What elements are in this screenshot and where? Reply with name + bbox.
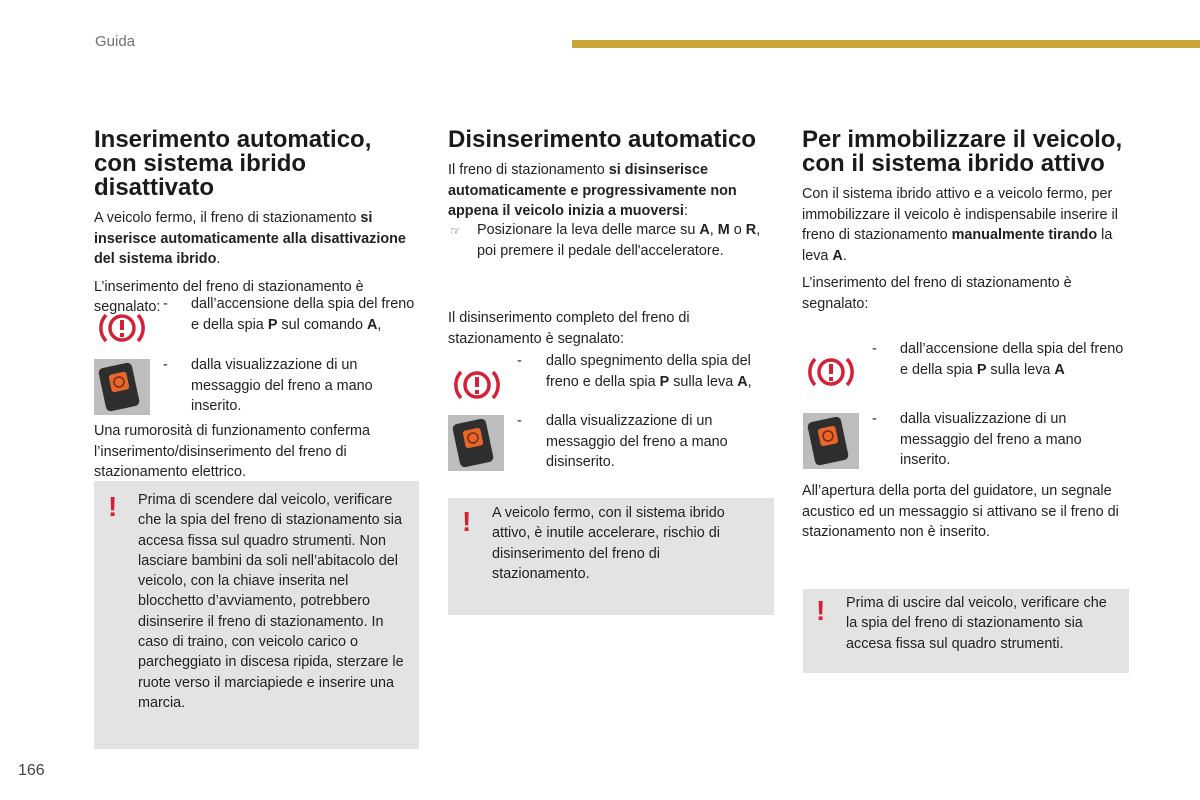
exclamation-icon: ! (108, 491, 118, 522)
signal-item-warning-lamp: dall’accensione della spia del freno e della spia P sulla leva A (900, 341, 1124, 378)
list-dash: - (872, 411, 877, 427)
section-title: Inserimento automatico, con sistema ibrido disattivato (94, 126, 372, 201)
column-automatic-engagement (94, 128, 424, 318)
section-label: Guida (95, 33, 136, 50)
list-dash: - (163, 296, 168, 312)
gear-instruction: Posizionare la leva delle marce su A, M o R, poi premere il pedale dell'acceleratore. (477, 222, 761, 259)
section-title: Per immobilizzare il veicolo, con il sistema ibrido attivo (802, 126, 1123, 177)
parking-brake-screen-icon (94, 359, 150, 415)
warning-note (94, 481, 419, 749)
section-title: Disinserimento automatico (448, 126, 757, 153)
door-open-paragraph: All’apertura della porta del guidatore, un segnale acustico ed un messaggio si attivano se il freno di stazionamento non è inserito. (802, 483, 1119, 540)
page-number: 166 (18, 762, 45, 779)
column-immobilize (802, 128, 1132, 314)
signal-item-message: dalla visualizzazione di un messaggio del freno a mano inserito. (191, 357, 373, 414)
signal-paragraph: L’inserimento del freno di stazionamento è segnalato: (94, 278, 364, 315)
noise-paragraph: Una rumorosità di funzionamento conferma l’inserimento/disinserimento del freno di stazionamento elettrico. (94, 423, 370, 480)
intro-paragraph: A veicolo fermo, il freno di stazionamento si inserisce automaticamente alla disattivazione del sistema ibrido. (94, 210, 406, 267)
signal-item-message: dalla visualizzazione di un messaggio del freno a mano disinserito. (546, 413, 728, 470)
parking-brake-screen-icon (448, 415, 504, 471)
list-dash: - (163, 357, 168, 373)
signal-item-warning-lamp: dallo spegnimento della spia del freno e della spia P sulla leva A, (546, 353, 752, 390)
signal-paragraph: Il disinserimento completo del freno di stazionamento è segnalato: (448, 310, 690, 347)
note-text: Prima di uscire dal veicolo, verificare che la spia del freno di stazionamento sia accesa fissa sul quadro strumenti. (846, 595, 1107, 652)
brake-warning-lamp-icon (452, 365, 502, 405)
signal-paragraph: L’inserimento del freno di stazionamento è segnalato: (802, 275, 1072, 312)
warning-note (803, 589, 1129, 673)
intro-paragraph: Il freno di stazionamento si disinserisce automaticamente e progressivamente non appena il veicolo inizia a muoversi: (448, 162, 737, 219)
parking-brake-screen-icon (803, 413, 859, 469)
intro-paragraph: Con il sistema ibrido attivo e a veicolo fermo, per immobilizzare il veicolo è indispensabile inserire il freno di stazionamento manualmente tirando la leva A. (802, 186, 1118, 264)
list-dash: - (517, 413, 522, 429)
brake-warning-lamp-icon (97, 308, 147, 348)
pointer-bullet-icon: ☞ (450, 224, 461, 238)
signal-item-message: dalla visualizzazione di un messaggio del freno a mano inserito. (900, 411, 1082, 468)
note-text: A veicolo fermo, con il sistema ibrido attivo, è inutile accelerare, rischio di disinserimento del freno di stazionamento. (492, 505, 725, 582)
column-automatic-release (448, 128, 778, 222)
warning-note (448, 498, 774, 615)
note-text: Prima di scendere dal veicolo, verificare che la spia del freno di stazionamento sia accesa fissa sul quadro strumenti. Non lasciare bambini da soli nell’abitacolo del veicolo, con la chiave inserita nel blocchetto d’avviamento, potrebbero disinserire il freno di stazionamento. In caso di traino, con veicolo carico o parcheggiato in discesa ripida, sterzare le ruote verso il marciapiede e inserire una marcia. (138, 492, 404, 711)
list-dash: - (517, 353, 522, 369)
exclamation-icon: ! (816, 595, 826, 626)
list-dash: - (872, 341, 877, 357)
brake-warning-lamp-icon (806, 352, 856, 392)
signal-item-warning-lamp: dall’accensione della spia del freno e della spia P sul comando A, (191, 296, 415, 333)
exclamation-icon: ! (462, 506, 472, 537)
header-accent-bar (572, 40, 1200, 48)
